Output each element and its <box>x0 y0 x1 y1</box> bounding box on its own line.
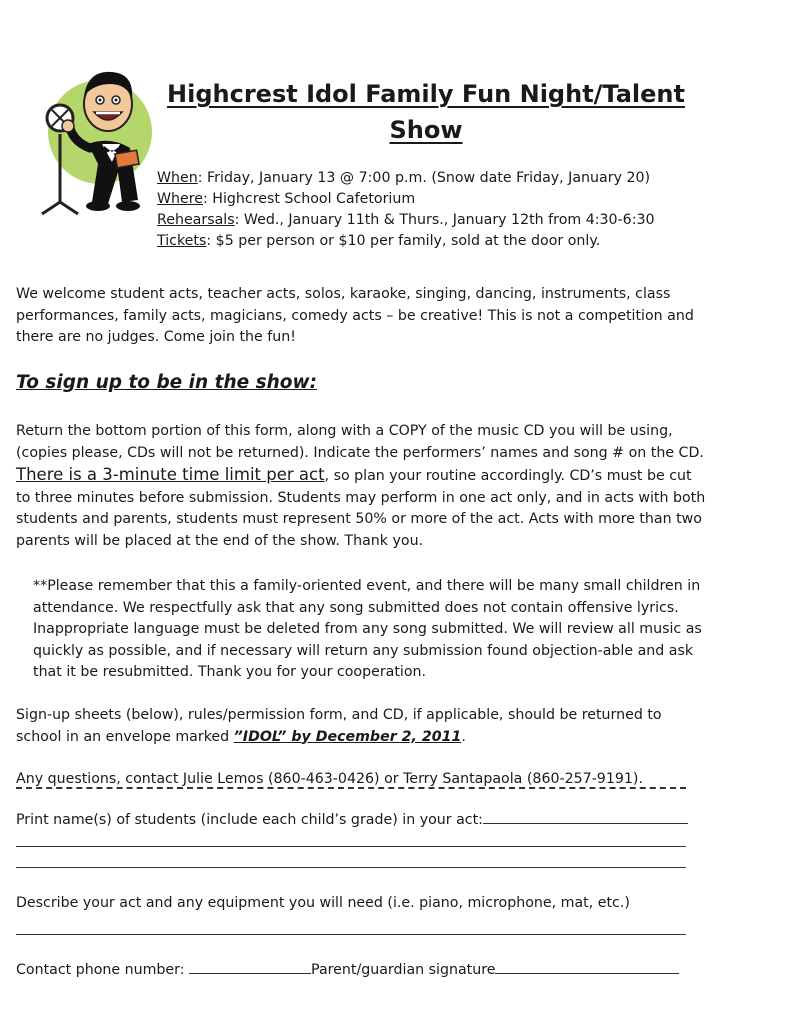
names-label: Print name(s) of students (include each child’s grade) in your act: <box>16 812 483 828</box>
names-field[interactable] <box>483 809 688 824</box>
cut-line <box>16 787 686 789</box>
detail-label: When <box>157 170 198 186</box>
detail-label: Tickets <box>157 233 207 249</box>
detail-text: : Highcrest School Cafetorium <box>203 191 416 207</box>
detail-tickets <box>157 231 655 252</box>
signature-label: Parent/guardian signature <box>311 962 496 978</box>
detail-where <box>157 189 655 210</box>
phone-row <box>16 959 679 978</box>
phone-label: Contact phone number: <box>16 962 190 978</box>
family-note: **Please remember that this a family-oriented event, and there will be many small children in attendance. We respectfully ask that any song submitted does not contain offensive lyrics. Inappropriate language must be deleted from any song submitted. We will review all music as quickly as possible, and if necessary will return any submission found objection-able and ask that it be resubmitted. Thank you for your cooperation. <box>33 578 702 680</box>
detail-label: Where <box>157 191 203 207</box>
sheets-text-2: . <box>461 728 466 745</box>
detail-when <box>157 168 655 189</box>
detail-text: : Friday, January 13 @ 7:00 p.m. (Snow date Friday, January 20) <box>197 170 651 186</box>
return-text-2: , so plan your routine accordingly. CD’s must be cut to three minutes before submission. Students may perform in one act only, and in acts with both students and parents, students must represent 50% or more of the act. Acts with more than two parents will be placed at the end of the show. Thank you. <box>16 468 706 549</box>
signup-heading: To sign up to be in the show: <box>16 372 318 393</box>
signature-field[interactable] <box>495 959 679 974</box>
envelope-marking: ”IDOL” by December 2, 2011 <box>233 728 462 745</box>
detail-text: : Wed., January 11th & Thurs., January 12th from 4:30-6:30 <box>234 212 655 228</box>
page-title: Highcrest Idol Family Fun Night/Talent Show <box>167 80 685 144</box>
names-line-3[interactable] <box>16 867 686 868</box>
detail-label: Rehearsals <box>157 212 235 228</box>
return-paragraph <box>16 421 706 552</box>
event-details <box>157 168 655 252</box>
return-text-1: Return the bottom portion of this form, along with a COPY of the music CD you will be using, (copies please, CDs will not be returned). Indicate the performers’ names and song # on the CD. <box>16 423 704 461</box>
contact-line: Any questions, contact Julie Lemos (860-463-0426) or Terry Santapaola (860-257-9191). <box>16 771 643 787</box>
singer-illustration <box>30 52 160 222</box>
sheets-paragraph <box>16 705 706 748</box>
names-row <box>16 809 688 828</box>
describe-line[interactable] <box>16 934 686 935</box>
intro-paragraph: We welcome student acts, teacher acts, solos, karaoke, singing, dancing, instruments, class performances, family acts, magicians, comedy acts – be creative! This is not a competition and there are no judges. Come join the fun! <box>16 286 694 345</box>
names-line-2[interactable] <box>16 846 686 847</box>
time-limit-emphasis: There is a 3-minute time limit per act <box>16 465 325 484</box>
describe-label: Describe your act and any equipment you will need (i.e. piano, microphone, mat, etc.) <box>16 895 630 911</box>
sheets-text-1: Sign-up sheets (below), rules/permission form, and CD, if applicable, should be returned to school in an envelope marked <box>16 707 662 745</box>
detail-text: : $5 per person or $10 per family, sold at the door only. <box>206 233 601 249</box>
phone-field[interactable] <box>189 959 311 974</box>
detail-rehearsals <box>157 210 655 231</box>
